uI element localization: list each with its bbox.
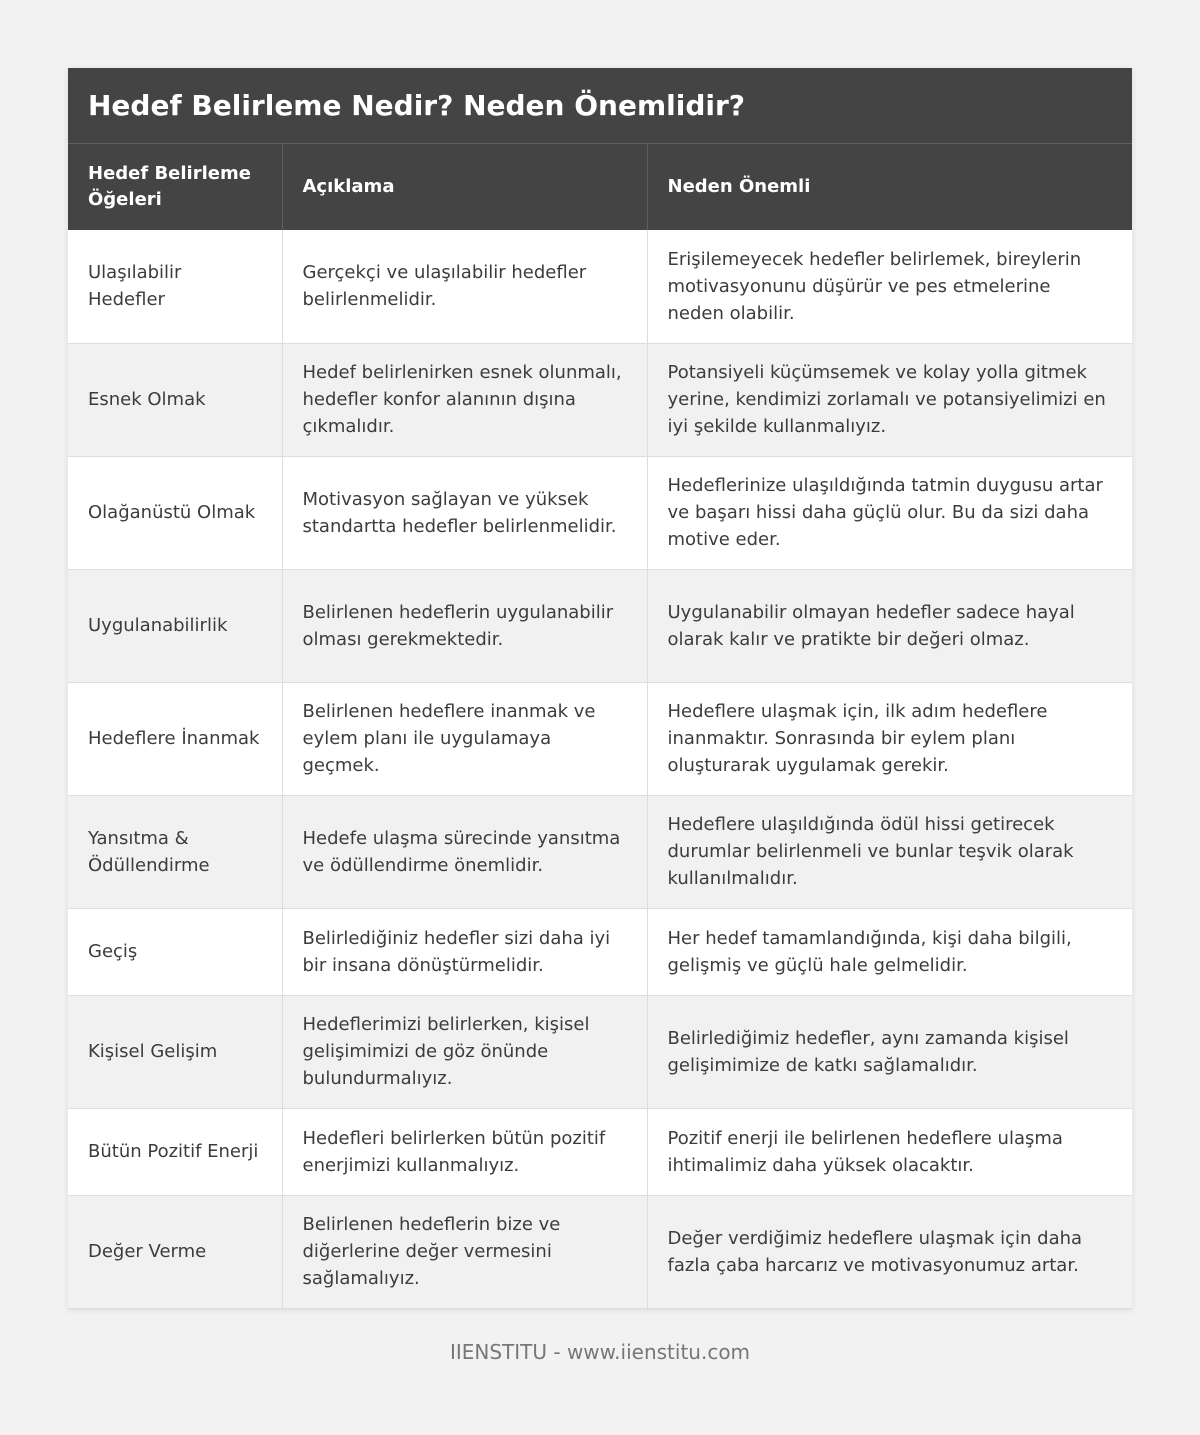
cell-description: Belirlenen hedeflerin uygulanabilir olması gerekmektedir. — [282, 569, 647, 682]
cell-element: Değer Verme — [68, 1195, 282, 1308]
table-row — [68, 1195, 1132, 1308]
cell-element: Geçiş — [68, 908, 282, 995]
cell-importance: Uygulanabilir olmayan hedefler sadece hayal olarak kalır ve pratikte bir değeri olmaz. — [647, 569, 1132, 682]
table-row — [68, 1108, 1132, 1195]
cell-description: Belirlediğiniz hedefler sizi daha iyi bir insana dönüştürmelidir. — [282, 908, 647, 995]
cell-element: Bütün Pozitif Enerji — [68, 1108, 282, 1195]
header-importance: Neden Önemli — [647, 144, 1132, 230]
cell-importance: Hedeflere ulaşmak için, ilk adım hedeflere inanmaktır. Sonrasında bir eylem planı oluşturarak uygulamak gerekir. — [647, 682, 1132, 795]
cell-element: Olağanüstü Olmak — [68, 456, 282, 569]
cell-element: Esnek Olmak — [68, 343, 282, 456]
table-row — [68, 456, 1132, 569]
cell-importance: Potansiyeli küçümsemek ve kolay yolla gitmek yerine, kendimizi zorlamalı ve potansiyelimizi en iyi şekilde kullanmalıyız. — [647, 343, 1132, 456]
goal-table-card — [68, 68, 1132, 1309]
table-row — [68, 569, 1132, 682]
cell-importance: Her hedef tamamlandığında, kişi daha bilgili, gelişmiş ve güçlü hale gelmelidir. — [647, 908, 1132, 995]
cell-element: Ulaşılabilir Hedefler — [68, 230, 282, 343]
table-title: Hedef Belirleme Nedir? Neden Önemlidir? — [68, 68, 1132, 144]
cell-description: Hedef belirlenirken esnek olunmalı, hedefler konfor alanının dışına çıkmalıdır. — [282, 343, 647, 456]
cell-element: Yansıtma & Ödüllendirme — [68, 795, 282, 908]
goal-table — [68, 144, 1132, 1309]
cell-element: Hedeflere İnanmak — [68, 682, 282, 795]
cell-importance: Belirlediğimiz hedefler, aynı zamanda kişisel gelişimimize de katkı sağlamalıdır. — [647, 995, 1132, 1108]
footer-credit: IIENSTITU - www.iienstitu.com — [449, 1340, 751, 1364]
cell-importance: Hedeflere ulaşıldığında ödül hissi getirecek durumlar belirlenmeli ve bunlar teşvik olarak kullanılmalıdır. — [647, 795, 1132, 908]
header-row — [68, 144, 1132, 230]
table-row — [68, 908, 1132, 995]
table-row — [68, 230, 1132, 343]
cell-description: Belirlenen hedeflerin bize ve diğerlerine değer vermesini sağlamalıyız. — [282, 1195, 647, 1308]
cell-importance: Pozitif enerji ile belirlenen hedeflere ulaşma ihtimalimiz daha yüksek olacaktır. — [647, 1108, 1132, 1195]
cell-description: Hedeflerimizi belirlerken, kişisel gelişimimizi de göz önünde bulundurmalıyız. — [282, 995, 647, 1108]
table-row — [68, 682, 1132, 795]
cell-description: Hedefleri belirlerken bütün pozitif enerjimizi kullanmalıyız. — [282, 1108, 647, 1195]
cell-element: Kişisel Gelişim — [68, 995, 282, 1108]
header-elements: Hedef Belirleme Öğeleri — [68, 144, 282, 230]
cell-description: Belirlenen hedeflere inanmak ve eylem planı ile uygulamaya geçmek. — [282, 682, 647, 795]
cell-importance: Değer verdiğimiz hedeflere ulaşmak için daha fazla çaba harcarız ve motivasyonumuz artar. — [647, 1195, 1132, 1308]
header-description: Açıklama — [282, 144, 647, 230]
cell-description: Hedefe ulaşma sürecinde yansıtma ve ödüllendirme önemlidir. — [282, 795, 647, 908]
cell-importance: Erişilemeyecek hedefler belirlemek, bireylerin motivasyonunu düşürür ve pes etmelerine neden olabilir. — [647, 230, 1132, 343]
table-row — [68, 995, 1132, 1108]
cell-description: Gerçekçi ve ulaşılabilir hedefler belirlenmelidir. — [282, 230, 647, 343]
cell-importance: Hedeflerinize ulaşıldığında tatmin duygusu artar ve başarı hissi daha güçlü olur. Bu da sizi daha motive eder. — [647, 456, 1132, 569]
cell-element: Uygulanabilirlik — [68, 569, 282, 682]
table-row — [68, 795, 1132, 908]
cell-description: Motivasyon sağlayan ve yüksek standartta hedefler belirlenmelidir. — [282, 456, 647, 569]
table-row — [68, 343, 1132, 456]
